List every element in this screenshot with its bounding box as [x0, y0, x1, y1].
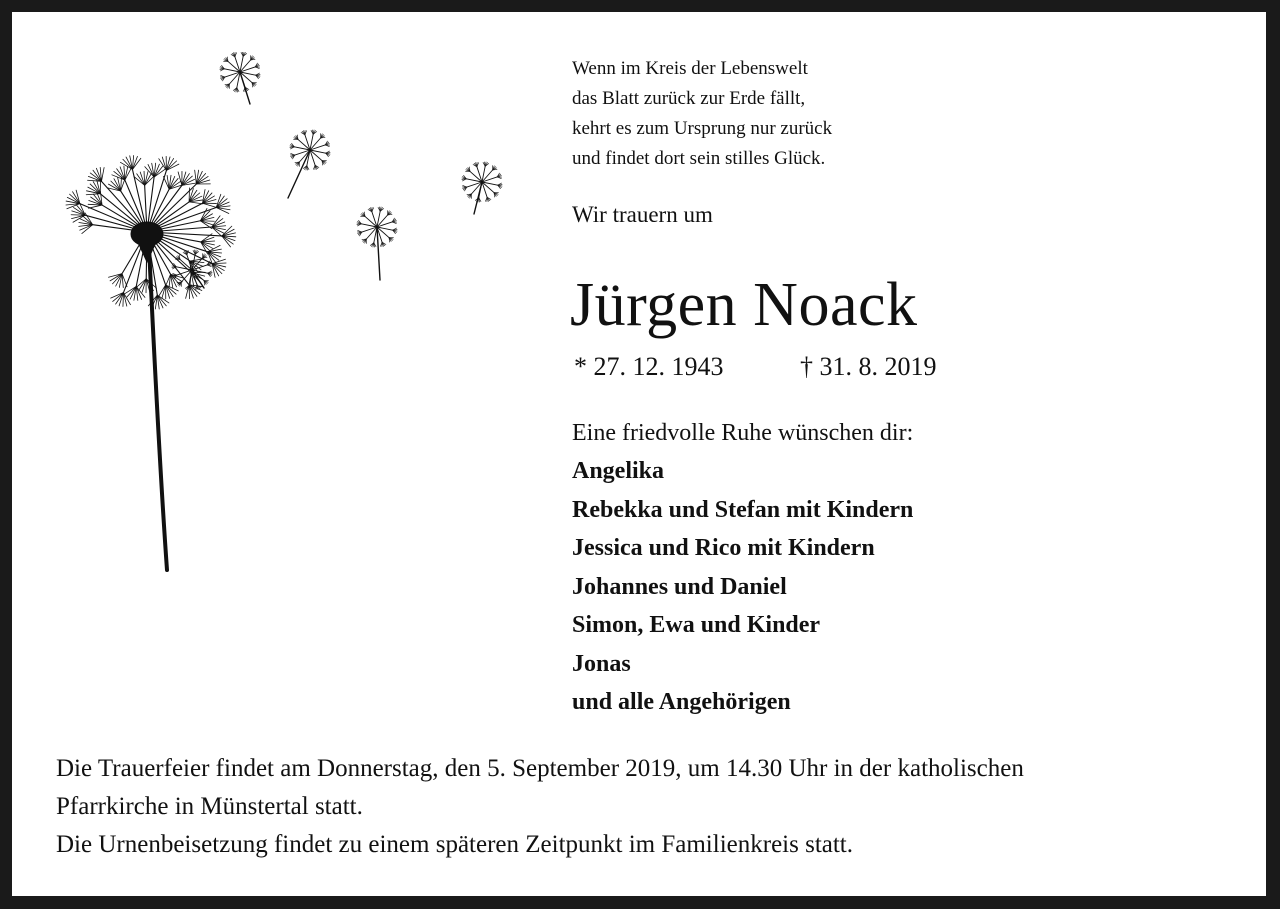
poem-line: das Blatt zurück zur Erde fällt,	[572, 88, 806, 109]
mourning-line: Wir trauern um	[572, 202, 713, 227]
ceremony-line: Die Urnenbeisetzung findet zu einem späteren Zeitpunkt im Familienkreis statt.	[56, 831, 853, 858]
poem-line: kehrt es zum Ursprung nur zurück	[572, 118, 833, 139]
family-member: Jessica und Rico mit Kindern	[572, 535, 875, 561]
ceremony-info	[56, 750, 1246, 864]
family-member: Johannes und Daniel	[572, 573, 787, 600]
family-member: Simon, Ewa und Kinder	[572, 612, 821, 638]
poem-line: Wenn im Kreis der Lebenswelt	[572, 58, 808, 79]
poem	[572, 54, 832, 174]
dandelion-icon	[52, 52, 512, 572]
ceremony-line: Pfarrkirche in Münstertal statt.	[56, 793, 363, 820]
poem-line: und findet dort sein stilles Glück.	[572, 148, 826, 169]
family-member: Jonas	[572, 650, 631, 677]
life-dates	[574, 352, 937, 382]
ceremony-line: Die Trauerfeier findet am Donnerstag, den 5. September 2019, um 14.30 Uhr in der katholischen	[56, 755, 1024, 782]
family-member: und alle Angehörigen	[572, 689, 791, 715]
death-date: † 31. 8. 2019	[800, 352, 937, 381]
family-member: Rebekka und Stefan mit Kindern	[572, 496, 914, 523]
deceased-name: Jürgen Noack	[570, 271, 918, 339]
wish-line: Eine friedvolle Ruhe wünschen dir:	[572, 420, 914, 446]
obituary-card	[12, 12, 1266, 896]
birth-date: * 27. 12. 1943	[574, 352, 724, 381]
family-list	[572, 452, 913, 722]
family-member: Angelika	[572, 458, 665, 484]
